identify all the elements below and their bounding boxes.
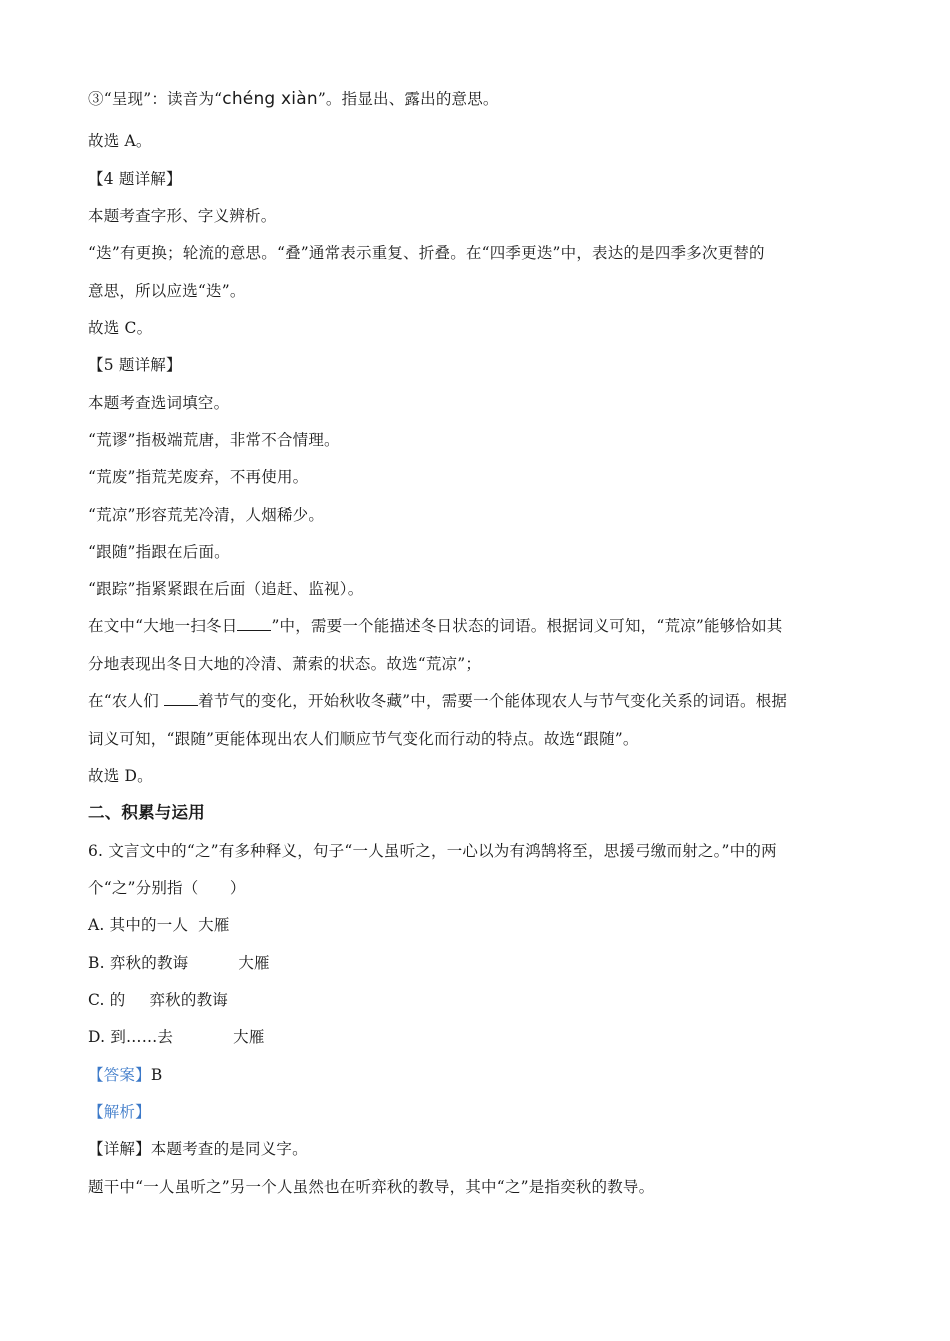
text-segment: 着节气的变化，开始秋收冬藏”中，需要一个能体现农人与节气变化关系的词语。根据 [198, 692, 788, 710]
answer-line-q6 [88, 1064, 868, 1086]
definition-huangmiu: “荒谬”指极端荒唐，非常不合情理。 [88, 431, 340, 449]
text-segment: ”。指显出、露出的意思。 [317, 90, 499, 108]
heading-q4-detail: 【4 题详解】 [88, 170, 182, 188]
text-segment: 在文中“大地一扫冬日 [88, 617, 238, 635]
option-label: D. 到……去 [88, 1028, 174, 1046]
answer-line-q4: 故选 C。 [88, 319, 153, 337]
detail-line-q6: 【详解】本题考查的是同义字。 [88, 1140, 308, 1158]
definition-huangliang: “荒凉”形容荒芜冷清，人烟稀少。 [88, 506, 325, 524]
answer-value: B [150, 1066, 163, 1084]
option-label: A. 其中的一人 [88, 916, 189, 934]
option-label: C. 的 [88, 991, 126, 1009]
fill-blank [164, 691, 198, 706]
section-title: 二、积累与运用 [88, 803, 205, 822]
option-value: 大雁 [198, 916, 230, 934]
text-segment: ③“呈现”：读音为“ [88, 90, 223, 108]
fill-blank [237, 616, 271, 631]
option-value: 弈秋的教诲 [149, 991, 228, 1009]
definition-huangfei: “荒废”指荒芜废弃，不再使用。 [88, 468, 309, 486]
q5-analysis-line-1 [88, 615, 868, 637]
answer-label: 【答案】 [88, 1066, 151, 1084]
option-value: 大雁 [238, 954, 270, 972]
option-b [88, 952, 868, 974]
answer-line-q3: 故选 A。 [88, 132, 152, 150]
definition-genzong: “跟踪”指紧紧跟在后面（追赶、监视）。 [88, 580, 364, 598]
option-value: 大雁 [233, 1028, 265, 1046]
q5-topic-line: 本题考查选词填空。 [88, 394, 230, 412]
q5-analysis-line-3 [88, 690, 868, 712]
option-d [88, 1026, 868, 1048]
q4-explanation-line-2: 意思，所以应选“迭”。 [88, 282, 246, 300]
q4-explanation-line-1: “迭”有更换；轮流的意思。“叠”通常表示重复、折叠。在“四季更迭”中，表达的是四季多次更替的 [88, 244, 765, 262]
text-segment: 在“农人们 [88, 692, 165, 710]
q5-analysis-line-4: 词义可知，“跟随”更能体现出农人们顺应节气变化而行动的特点。故选“跟随”。 [88, 730, 639, 748]
text-segment: ”中，需要一个能描述冬日状态的词语。根据词义可知，“荒凉”能够恰如其 [271, 617, 783, 635]
heading-q5-detail: 【5 题详解】 [88, 356, 182, 374]
question-6-stem-line-1: 6. 文言文中的“之”有多种释义，句子“一人虽听之，一心以为有鸿鹄将至，思援弓缴而射之。”中的两 [88, 842, 777, 860]
definition-gensui: “跟随”指跟在后面。 [88, 543, 230, 561]
option-a [88, 914, 868, 936]
q4-topic-line: 本题考查字形、字义辨析。 [88, 207, 277, 225]
option-label: B. 弈秋的教诲 [88, 954, 189, 972]
explanation-line-chengxian [88, 88, 868, 110]
question-6-stem-line-2: 个“之”分别指（ ） [88, 879, 246, 897]
answer-line-q5: 故选 D。 [88, 767, 153, 785]
analysis-label: 【解析】 [88, 1103, 151, 1121]
explanation-line-q6: 题干中“一人虽听之”另一个人虽然也在听弈秋的教导，其中“之”是指奕秋的教导。 [88, 1178, 655, 1196]
q5-analysis-line-2: 分地表现出冬日大地的冷清、萧索的状态。故选“荒凉”； [88, 655, 482, 673]
pinyin-text: chéng xiàn [222, 89, 318, 109]
option-c [88, 989, 868, 1011]
